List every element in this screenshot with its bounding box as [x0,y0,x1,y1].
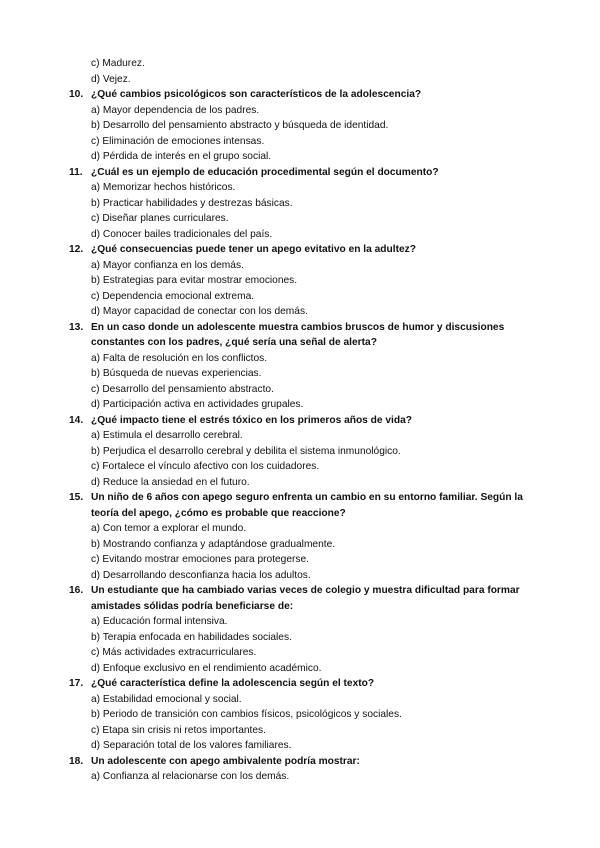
answer-option: b) Periodo de transición con cambios físicos, psicológicos y sociales. [91,709,402,720]
answer-option: a) Con temor a explorar el mundo. [91,523,247,534]
answer-option: c) Eliminación de emociones intensas. [91,135,265,147]
answer-option: c) Diseñar planes curriculares. [91,213,229,224]
question-block [69,676,540,754]
question-block [69,320,540,413]
question-number: 12. [69,244,84,255]
answer-option: c) Más actividades extracurriculares. [91,647,257,658]
answer-option: c) Dependencia emocional extrema. [91,290,255,302]
answer-option: b) Perjudica el desarrollo cerebral y debilita el sistema inmunológico. [91,445,401,457]
question-text: ¿Cuál es un ejemplo de educación procedimental según el documento? [91,166,439,178]
question-block [69,242,540,320]
question-number: 18. [69,755,84,767]
question-text: En un caso donde un adolescente muestra cambios bruscos de humor y discusiones constantes con los padres, ¿qué sería una señal de alerta? [91,321,505,348]
answer-option: c) Fortalece el vínculo afectivo con los cuidadores. [91,461,320,472]
answer-option: d) Pérdida de interés en el grupo social. [91,151,272,162]
question-block [69,754,540,785]
question-block [69,583,540,676]
question-text: ¿Qué característica define la adolescencia según el texto? [91,678,375,689]
answer-option: c) Desarrollo del pensamiento abstracto. [91,383,274,395]
answer-option: d) Enfoque exclusivo en el rendimiento académico. [91,662,322,674]
answer-option: b) Mostrando confianza y adaptándose gradualmente. [91,538,336,550]
question [69,413,540,429]
question-text: Un niño de 6 años con apego seguro enfrenta un cambio en su entorno familiar. Según la teoría del apego, ¿cómo es probable que reaccione? [91,492,523,519]
answer-option: a) Falta de resolución en los conflictos. [91,352,268,364]
question-number: 13. [69,321,84,333]
lead-options [80,56,540,87]
answer-option: d) Reduce la ansiedad en el futuro. [91,476,250,488]
answer-option: d) Conocer bailes tradicionales del país. [91,228,273,240]
question [69,583,540,614]
answer-option: d) Desarrollando desconfianza hacia los adultos. [91,569,311,581]
answer-option: c) Etapa sin crisis ni retos importantes. [91,724,266,736]
question-number: 10. [69,89,84,100]
answer-option: a) Estimula el desarrollo cerebral. [91,430,243,441]
answer-option: a) Mayor confianza en los demás. [91,259,244,271]
answer-option: a) Memorizar hechos históricos. [91,182,236,193]
question-text: Un adolescente con apego ambivalente podría mostrar: [91,755,360,767]
question-block [69,165,540,243]
question [69,320,540,351]
answer-option: c) Evitando mostrar emociones para protegerse. [91,554,310,565]
question [69,242,540,258]
answer-option: a) Educación formal intensiva. [91,616,228,627]
answer-option: b) Búsqueda de nuevas experiencias. [91,368,262,379]
answer-option: b) Practicar habilidades y destrezas básicas. [91,197,293,209]
question-text: ¿Qué consecuencias puede tener un apego evitativo en la adultez? [91,244,416,255]
question-number: 11. [69,166,83,178]
question-text: ¿Qué impacto tiene el estrés tóxico en los primeros años de vida? [91,414,413,426]
question [69,87,540,103]
question-number: 16. [69,585,84,596]
question [69,490,540,521]
answer-option: b) Terapia enfocada en habilidades sociales. [91,631,292,643]
question [69,165,540,181]
answer-option: d) Separación total de los valores familiares. [91,740,292,751]
answer-option: a) Confianza al relacionarse con los demás. [91,771,290,782]
answer-option: a) Mayor dependencia de los padres. [91,104,260,116]
question-number: 17. [69,678,84,689]
answer-option: d) Participación activa en actividades grupales. [91,399,304,410]
question-number: 15. [69,492,84,503]
answer-option: c) Madurez. [91,58,145,69]
question [69,676,540,692]
answer-option: b) Estrategias para evitar mostrar emociones. [91,275,298,286]
answer-option: b) Desarrollo del pensamiento abstracto y búsqueda de identidad. [91,120,389,131]
question-text: Un estudiante que ha cambiado varias veces de colegio y muestra dificultad para formar amistades sólidas podría beneficiarse de: [91,585,520,612]
question-text: ¿Qué cambios psicológicos son característicos de la adolescencia? [91,89,422,100]
answer-option: d) Mayor capacidad de conectar con los demás. [91,306,308,317]
question-block [69,413,540,491]
question [69,754,540,770]
answer-option: a) Estabilidad emocional y social. [91,693,242,705]
question-list [69,87,540,785]
question-number: 14. [69,414,84,426]
answer-option: d) Vejez. [91,73,131,85]
question-block [69,490,540,583]
question-block [69,87,540,165]
